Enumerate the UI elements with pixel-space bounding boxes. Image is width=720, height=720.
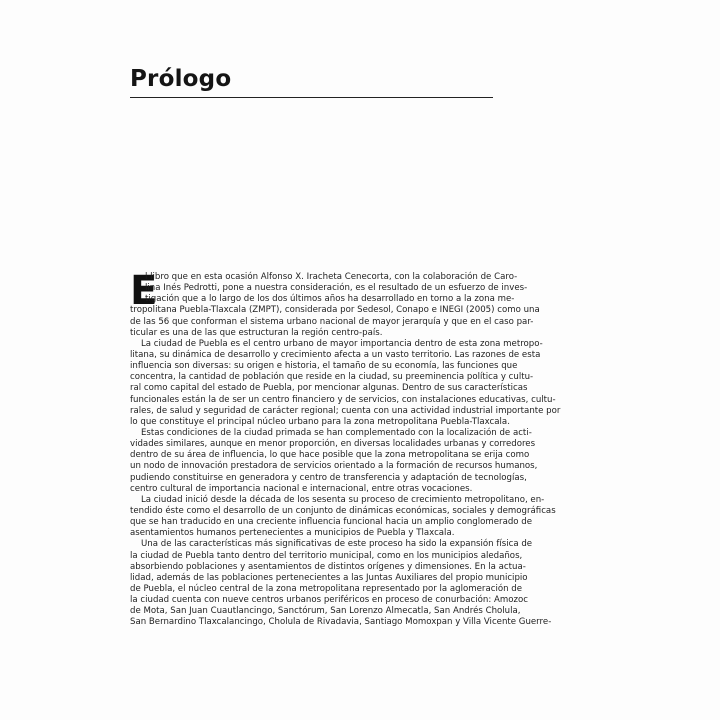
text-line: ticular es una de las que estructuran la región centro-país. bbox=[130, 327, 383, 338]
body-text bbox=[130, 268, 561, 629]
text-line: un nodo de innovación prestadora de servicios orientado a la formación de recursos humanos, bbox=[130, 461, 538, 472]
text-line: asentamientos humanos pertenecientes a municipios de Puebla y Tlaxcala. bbox=[130, 528, 455, 539]
text-line: concentra, la cantidad de población que reside en la ciudad, su preeminencia política y cultu- bbox=[130, 372, 534, 383]
text-line: litana, su dinámica de desarrollo y crecimiento afecta a un vasto territorio. Las razones de esta bbox=[130, 349, 541, 360]
title-underline bbox=[130, 97, 493, 98]
text-line: La ciudad de Puebla es el centro urbano de mayor importancia dentro de esta zona metropo- bbox=[141, 338, 543, 349]
text-line: rales, de salud y seguridad de carácter regional; cuenta con una actividad industrial importante por bbox=[130, 405, 561, 416]
text-line: lina Inés Pedrotti, pone a nuestra consideración, es el resultado de un esfuerzo de inves- bbox=[145, 283, 528, 294]
text-line: tropolitana Puebla-Tlaxcala (ZMPT), considerada por Sedesol, Conapo e INEGI (2005) como una bbox=[130, 305, 540, 316]
text-line: funcionales están la de ser un centro financiero y de servicios, con instalaciones educativas, cultu- bbox=[130, 394, 556, 405]
text-line: ral como capital del estado de Puebla, por mencionar algunas. Dentro de sus características bbox=[130, 383, 528, 394]
text-line: absorbiendo poblaciones y asentamientos de distintos orígenes y dimensiones. En la actua- bbox=[130, 561, 526, 572]
text-line: lidad, además de las poblaciones pertenecientes a las Juntas Auxiliares del propio municipio bbox=[130, 572, 528, 583]
text-line: de las 56 que conforman el sistema urbano nacional de mayor jerarquía y que en el caso par- bbox=[130, 316, 534, 327]
text-line: Estas condiciones de la ciudad primada se han complementado con la localización de acti- bbox=[141, 427, 532, 438]
text-line: La ciudad inició desde la década de los sesenta su proceso de crecimiento metropolitano, en- bbox=[141, 494, 545, 505]
text-line: dentro de su área de influencia, lo que hace posible que la zona metropolitana se erija como bbox=[130, 450, 530, 461]
text-line: pudiendo constituirse en generadora y centro de transferencia y adaptación de tecnologías, bbox=[130, 472, 527, 483]
text-line: tendido éste como el desarrollo de un conjunto de dinámicas económicas, sociales y demográficas bbox=[130, 505, 556, 516]
text-line: San Bernardino Tlaxcalancingo, Cholula de Rivadavia, Santiago Momoxpan y Villa Vicente Guerre- bbox=[130, 617, 552, 628]
text-line: vidades similares, aunque en menor proporción, en diversas localidades urbanas y corredores bbox=[130, 439, 536, 450]
text-line: la ciudad de Puebla tanto dentro del territorio municipal, como en los municipios aledaños, bbox=[130, 550, 523, 561]
text-line: de Puebla, el núcleo central de la zona metropolitana representado por la aglomeración de bbox=[130, 583, 523, 594]
text-line: Una de las características más significativas de este proceso ha sido la expansión física de bbox=[141, 539, 533, 550]
text-line: la ciudad cuenta con nueve centros urbanos periféricos en proceso de conurbación: Amozoc bbox=[130, 595, 528, 606]
text-line: l libro que en esta ocasión Alfonso X. Iracheta Cenecorta, con la colaboración de Caro- bbox=[145, 272, 518, 282]
text-line: influencia son diversas: su origen e historia, el tamaño de su economía, las funciones que bbox=[130, 361, 518, 372]
text-line: de Mota, San Juan Cuautlancingo, Sanctórum, San Lorenzo Almecatla, San Andrés Cholula, bbox=[130, 606, 521, 617]
drop-cap: E bbox=[130, 268, 158, 314]
text-line: tigación que a lo largo de los dos últimos años ha desarrollado en torno a la zona me- bbox=[145, 294, 515, 305]
text-line: lo que constituye el principal núcleo urbano para la zona metropolitana Puebla-Tlaxcala. bbox=[130, 416, 510, 427]
text-line: centro cultural de importancia nacional e internacional, entre otras vocaciones. bbox=[130, 483, 473, 494]
page-title: Prólogo bbox=[130, 66, 232, 92]
text-line: que se han traducido en una creciente influencia funcional hacia un amplio conglomerado de bbox=[130, 517, 533, 528]
